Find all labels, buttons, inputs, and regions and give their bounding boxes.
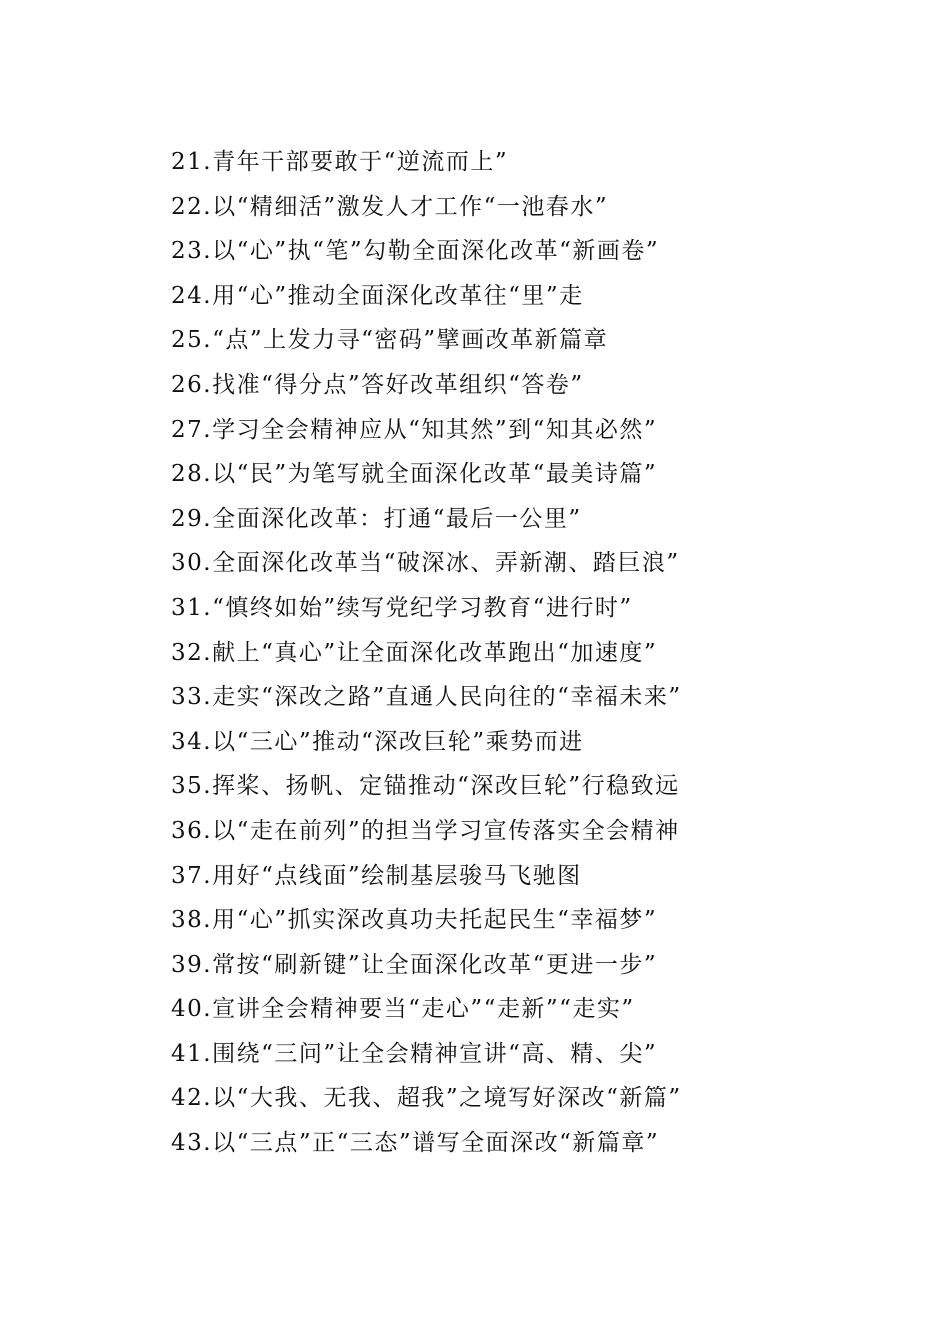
list-item: 34.以“三心”推动“深改巨轮”乘势而进: [171, 728, 584, 755]
list-item: 39.常按“刷新键”让全面深化改革“更进一步”: [171, 951, 658, 978]
list-item: 24.用“心”推动全面深化改革往“里”走: [171, 282, 584, 309]
list-item: 27.学习全会精神应从“知其然”到“知其必然”: [171, 416, 658, 443]
list-item: 43.以“三点”正“三态”谱写全面深改“新篇章”: [171, 1130, 660, 1157]
list-item: 42.以“大我、无我、超我”之境写好深改“新篇”: [171, 1085, 682, 1112]
list-item: 30.全面深化改革当“破深冰、弄新潮、踏巨浪”: [171, 550, 680, 577]
list-item: 25.“点”上发力寻“密码”擘画改革新篇章: [171, 327, 609, 354]
list-item: 33.走实“深改之路”直通人民向往的“幸福未来”: [171, 684, 682, 711]
list-item: 28.以“民”为笔写就全面深化改革“最美诗篇”: [171, 461, 658, 488]
list-item: 29.全面深化改革：打通“最后一公里”: [171, 505, 582, 532]
list-item: 22.以“精细活”激发人才工作“一池春水”: [171, 193, 609, 220]
title-list: [171, 143, 682, 1169]
list-item: 38.用“心”抓实深改真功夫托起民生“幸福梦”: [171, 907, 658, 934]
list-item: 21.青年干部要敢于“逆流而上”: [171, 149, 509, 175]
list-item: 23.以“心”执“笔”勾勒全面深化改革“新画卷”: [171, 238, 660, 265]
list-item: 37.用好“点线面”绘制基层骏马飞驰图: [171, 862, 582, 889]
list-item: 41.围绕“三问”让全会精神宣讲“高、精、尖”: [171, 1040, 658, 1067]
list-item: 26.找准“得分点”答好改革组织“答卷”: [171, 371, 584, 398]
list-item: 31.“慎终如始”续写党纪学习教育“进行时”: [171, 594, 633, 621]
list-item: 40.宣讲全会精神要当“走心”“走新”“走实”: [171, 996, 635, 1023]
list-item: 32.献上“真心”让全面深化改革跑出“加速度”: [171, 639, 658, 666]
list-item: 36.以“走在前列”的担当学习宣传落实全会精神: [171, 817, 680, 844]
list-item: 35.挥桨、扬帆、定锚推动“深改巨轮”行稳致远: [171, 773, 680, 800]
